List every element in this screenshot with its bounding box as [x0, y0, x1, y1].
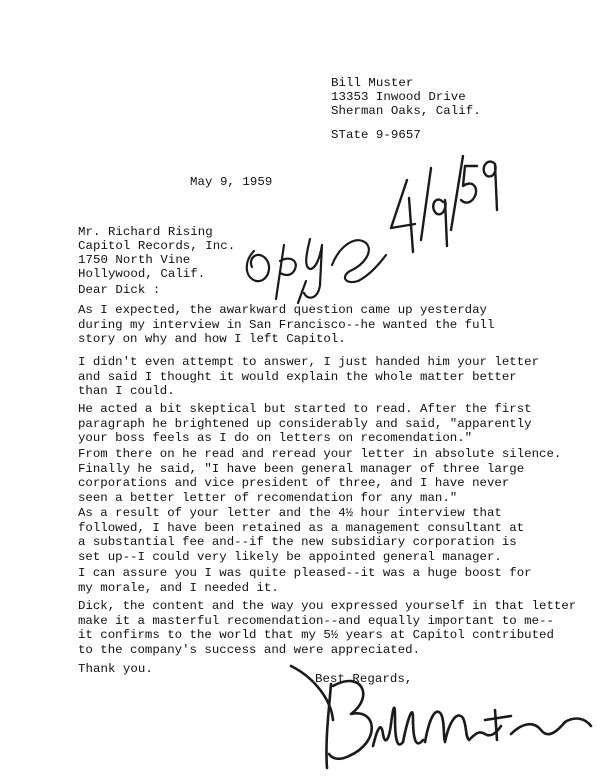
paragraph-line: He acted a bit skeptical but started to read. After the first: [78, 402, 532, 416]
paragraph-line: Finally he said, "I have been general manager of three large: [78, 461, 525, 476]
handwriting-strokes: [247, 239, 386, 303]
paragraph-line: to the company's success and were appreciated.: [78, 642, 421, 657]
paragraph-line: seen a better letter of recomendation for any man.": [78, 490, 458, 505]
handwriting-stroke: [276, 245, 296, 299]
paragraph-line: paragraph he brightened up considerably and said, "apparently: [78, 416, 532, 431]
paragraph-line: during my interview in San Francisco--he wanted the full: [78, 317, 495, 332]
handwriting-stroke: [485, 710, 511, 740]
handwriting-stroke: [391, 180, 415, 228]
paragraph-3: [78, 402, 578, 446]
handwriting-stroke: [298, 281, 306, 303]
paragraph-line: As I expected, the awarkward question came up yesterday: [78, 303, 487, 317]
paragraph-line: a substantial fee and--if the new subsidiary corporation is: [78, 535, 517, 550]
handwriting-stroke: [403, 712, 423, 743]
paragraph-line: Dick, the content and the way you expressed yourself in that letter: [78, 599, 577, 613]
paragraph-line: story on why and how I left Capitol.: [78, 332, 346, 347]
paragraph-line: my morale, and I needed it.: [78, 580, 279, 595]
handwriting-stroke: [451, 156, 463, 230]
handwriting-strokes: [391, 156, 497, 252]
salutation: Dear Dick :: [78, 283, 161, 297]
paragraph-line: corporations and vice president of three, and I have never: [78, 476, 510, 491]
sign-off: Best Regards,: [315, 672, 413, 686]
handwriting-stroke: [425, 712, 469, 742]
paragraph-2: [78, 355, 578, 399]
paragraph-line: I didn't even attempt to answer, I just handed him your letter: [78, 355, 540, 369]
closing-thanks: Thank you.: [78, 662, 153, 676]
paragraph-line: and said I thought it would explain the whole matter better: [78, 369, 517, 384]
paragraph-5: [78, 506, 578, 564]
recipient-city: Hollywood, Calif.: [78, 267, 206, 281]
handwriting-stroke: [373, 708, 403, 746]
handwriting-stroke: [469, 726, 501, 740]
paragraph-4: [78, 447, 578, 505]
paragraph-1: [78, 303, 578, 347]
paragraph-6: [78, 566, 578, 595]
sender-street: 13353 Inwood Drive: [331, 90, 466, 104]
recipient-company: Capitol Records, Inc.: [78, 239, 236, 253]
handwriting-stroke: [484, 162, 497, 210]
paragraph-line: your boss feels as I do on letters on recomendation.": [78, 431, 473, 446]
handwriting-stroke: [247, 251, 269, 281]
handwriting-stroke: [511, 719, 591, 735]
handwritten-date-annotation: [385, 150, 505, 260]
handwriting-stroke: [304, 239, 322, 298]
handwriting-stroke: [421, 168, 431, 240]
paragraph-line: As a result of your letter and the 4½ hour interview that: [78, 506, 502, 520]
handwriting-stroke: [409, 198, 413, 252]
sender-name: Bill Muster: [331, 76, 414, 90]
paragraph-line: I can assure you I was quite pleased--it was a huge boost for: [78, 566, 532, 580]
sender-phone: STate 9-9657: [331, 128, 421, 142]
paragraph-line: set up--I could very likely be appointed general manager.: [78, 549, 502, 564]
paragraph-line: than I could.: [78, 384, 175, 399]
recipient-name: Mr. Richard Rising: [78, 225, 213, 239]
handwriting-stroke: [433, 200, 447, 246]
paragraph-7: [78, 599, 578, 657]
letter-date: May 9, 1959: [190, 175, 273, 189]
handwriting-stroke: [329, 681, 372, 759]
paragraph-line: followed, I have been retained as a management consultant at: [78, 520, 525, 535]
paragraph-line: make it a masterful recomendation--and equally important to me--: [78, 613, 554, 628]
handwriting-stroke: [326, 684, 331, 768]
recipient-street: 1750 North Vine: [78, 253, 191, 267]
sender-city: Sherman Oaks, Calif.: [331, 104, 481, 118]
paragraph-line: From there on he read and reread your letter in absolute silence.: [78, 447, 562, 461]
handwriting-stroke: [461, 166, 477, 203]
paragraph-line: it confirms to the world that my 5½ years at Capitol contributed: [78, 628, 554, 643]
handwriting-stroke: [332, 240, 386, 282]
handwritten-scribble-annotation: [240, 215, 390, 305]
